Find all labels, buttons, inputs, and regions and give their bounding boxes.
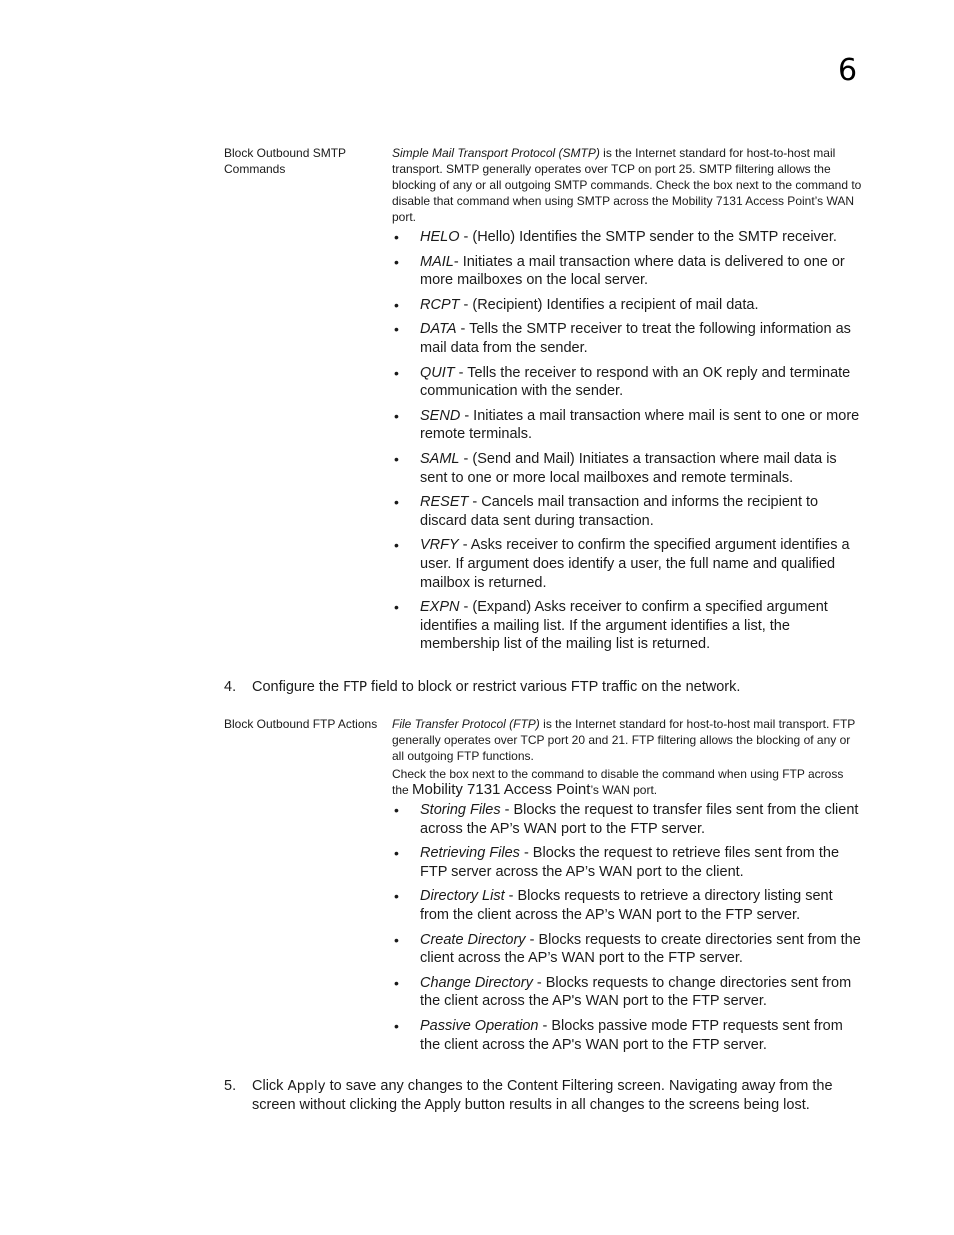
- apply-button-term: Apply: [287, 1078, 326, 1094]
- list-item: [392, 1017, 862, 1054]
- product-name: Mobility 7131 Access Point: [412, 781, 591, 798]
- list-item-term: Directory List: [420, 888, 505, 905]
- list-item-term: RESET: [420, 494, 469, 511]
- list-item-text: - Cancels mail transaction and informs the recipient to discard data sent during transaction.: [420, 494, 819, 529]
- list-item-term: HELO: [420, 229, 460, 245]
- list-item: [392, 450, 862, 487]
- bullet-icon: •: [394, 599, 399, 616]
- list-item-text: - (Hello) Identifies the SMTP sender to the SMTP receiver.: [459, 229, 837, 245]
- ftp-action-list: [392, 801, 862, 1054]
- list-item-text: - (Expand) Asks receiver to confirm a specified argument identifies a mailing list. If the argument identifies a list, the membership list of the mailing list is returned.: [420, 599, 828, 653]
- step-text-end: field to block or restrict various FTP traffic on the network.: [367, 679, 741, 695]
- list-item-text: - Asks receiver to confirm the specified argument identifies a user. If argument does identify a user, the full name and qualified mailbox is returned.: [420, 537, 850, 591]
- step-text-end: to save any changes to the Content Filtering screen. Navigating away from the screen without clicking the Apply button results in all changes to the screens being lost.: [252, 1078, 833, 1113]
- list-item-text: - Blocks requests to create directories sent from the client across the AP’s WAN port to the FTP server.: [420, 931, 861, 967]
- list-item-text-continued: reply and terminate communication with the sender.: [420, 364, 851, 400]
- bullet-icon: •: [394, 321, 399, 338]
- bullet-icon: •: [394, 974, 399, 991]
- bullet-icon: •: [394, 229, 399, 245]
- list-item-term: Create Directory: [420, 931, 526, 948]
- smtp-row-label: Block Outbound SMTP Commands: [224, 146, 346, 176]
- list-item-term: SAML: [420, 450, 460, 467]
- list-item-text: - Initiates a mail transaction where data is delivered to one or more mailboxes on the local server.: [420, 253, 845, 289]
- list-item-text: - Tells the SMTP receiver to treat the following information as mail data from the sender.: [420, 321, 851, 356]
- list-item: [392, 931, 862, 968]
- ftp-row-description: [392, 716, 862, 1060]
- step-number: 4.: [224, 679, 237, 695]
- list-item-term: Change Directory: [420, 974, 533, 991]
- bullet-icon: •: [394, 888, 399, 905]
- ftp-intro-term: File Transfer Protocol (FTP): [392, 717, 540, 731]
- list-item-text: - Blocks the request to transfer files sent from the client across the AP’s WAN port to the FTP server.: [420, 802, 859, 837]
- smtp-command-list: [392, 228, 862, 654]
- step-text: [252, 1077, 862, 1114]
- smtp-intro-term: Simple Mail Transport Protocol (SMTP): [392, 146, 600, 160]
- ftp-intro-text: is the Internet standard for host-to-host mail transport. FTP generally operates over TCP port 20 and 21. FTP filtering allows the blocking of any or all outgoing FTP functions.: [392, 717, 856, 763]
- list-item-text: - Blocks the request to retrieve files sent from the FTP server across the AP’s WAN port to the client.: [420, 845, 840, 880]
- list-item-text: - Blocks requests to change directories sent from the client across the AP's WAN port to the FTP server.: [420, 974, 852, 1010]
- list-item-text: - Initiates a mail transaction where mail is sent to one or more remote terminals.: [420, 407, 860, 443]
- list-item-text: - (Send and Mail) Initiates a transaction where mail data is sent to one or more local mailboxes and remote terminals.: [420, 450, 837, 486]
- list-item: [392, 253, 862, 290]
- list-item-term: Retrieving Files: [420, 845, 520, 862]
- list-item-term: MAIL: [420, 253, 454, 270]
- list-item: [392, 407, 862, 444]
- ftp-field-term: FTP: [343, 679, 368, 695]
- list-item: [392, 493, 862, 530]
- bullet-icon: •: [394, 450, 399, 467]
- list-item-text: - (Recipient) Identifies a recipient of mail data.: [459, 296, 759, 313]
- bullet-icon: •: [394, 931, 399, 948]
- bullet-icon: •: [394, 253, 399, 270]
- ftp-check-text-end: ’s WAN port.: [590, 783, 658, 797]
- list-item-term: SEND: [420, 407, 461, 424]
- list-item: [392, 536, 862, 592]
- step-text-start: Click: [252, 1078, 288, 1094]
- chapter-number: 6: [838, 53, 858, 88]
- ftp-check-text: Check the box next to the command to disable the command when using FTP across the: [392, 767, 844, 797]
- list-item-text: - Blocks passive mode FTP requests sent from the client across the AP's WAN port to the FTP server.: [420, 1017, 843, 1053]
- list-item: [392, 320, 862, 357]
- bullet-icon: •: [394, 494, 399, 511]
- smtp-row-description: [392, 145, 862, 660]
- list-item: [392, 598, 862, 654]
- bullet-icon: •: [394, 364, 399, 381]
- list-item: [392, 974, 862, 1011]
- list-item-term: RCPT: [420, 296, 460, 313]
- list-item-term: VRFY: [420, 537, 459, 554]
- list-item-term: Storing Files: [420, 802, 501, 818]
- ftp-row-label: Block Outbound FTP Actions: [224, 717, 378, 731]
- smtp-intro-text: is the Internet standard for host-to-host mail transport. SMTP generally operates over TCP on port 25. SMTP filtering allows the blocking of any or all outgoing SMTP commands. Check the box next to the command to disable that command when using SMTP across the Mobility 7131 Access Point’s WAN port.: [392, 146, 862, 224]
- ftp-check-instruction: [392, 766, 862, 798]
- list-item-text: - Blocks requests to retrieve a directory listing sent from the client across the AP’s WAN port to the FTP server.: [420, 888, 833, 923]
- list-item: [392, 887, 862, 924]
- list-item-term: QUIT: [420, 364, 455, 381]
- bullet-icon: •: [394, 296, 399, 313]
- list-item: [392, 801, 862, 838]
- list-item: [392, 296, 862, 315]
- bullet-icon: •: [394, 1017, 399, 1034]
- list-item: [392, 364, 862, 401]
- list-item: [392, 844, 862, 881]
- ok-reply-term: OK: [702, 364, 723, 381]
- list-item-term: EXPN: [420, 599, 460, 616]
- list-item-term: Passive Operation: [420, 1017, 539, 1034]
- bullet-icon: •: [394, 537, 399, 554]
- list-item-text: - Tells the receiver to respond with an: [454, 364, 703, 381]
- step-text: [252, 678, 862, 697]
- ftp-intro: [392, 716, 862, 764]
- smtp-intro: [392, 145, 862, 225]
- bullet-icon: •: [394, 802, 399, 818]
- list-item: [392, 228, 862, 247]
- step-number: 5.: [224, 1078, 237, 1094]
- bullet-icon: •: [394, 407, 399, 424]
- list-item-term: DATA: [420, 321, 457, 338]
- step-text-start: Configure the: [252, 679, 344, 695]
- bullet-icon: •: [394, 845, 399, 862]
